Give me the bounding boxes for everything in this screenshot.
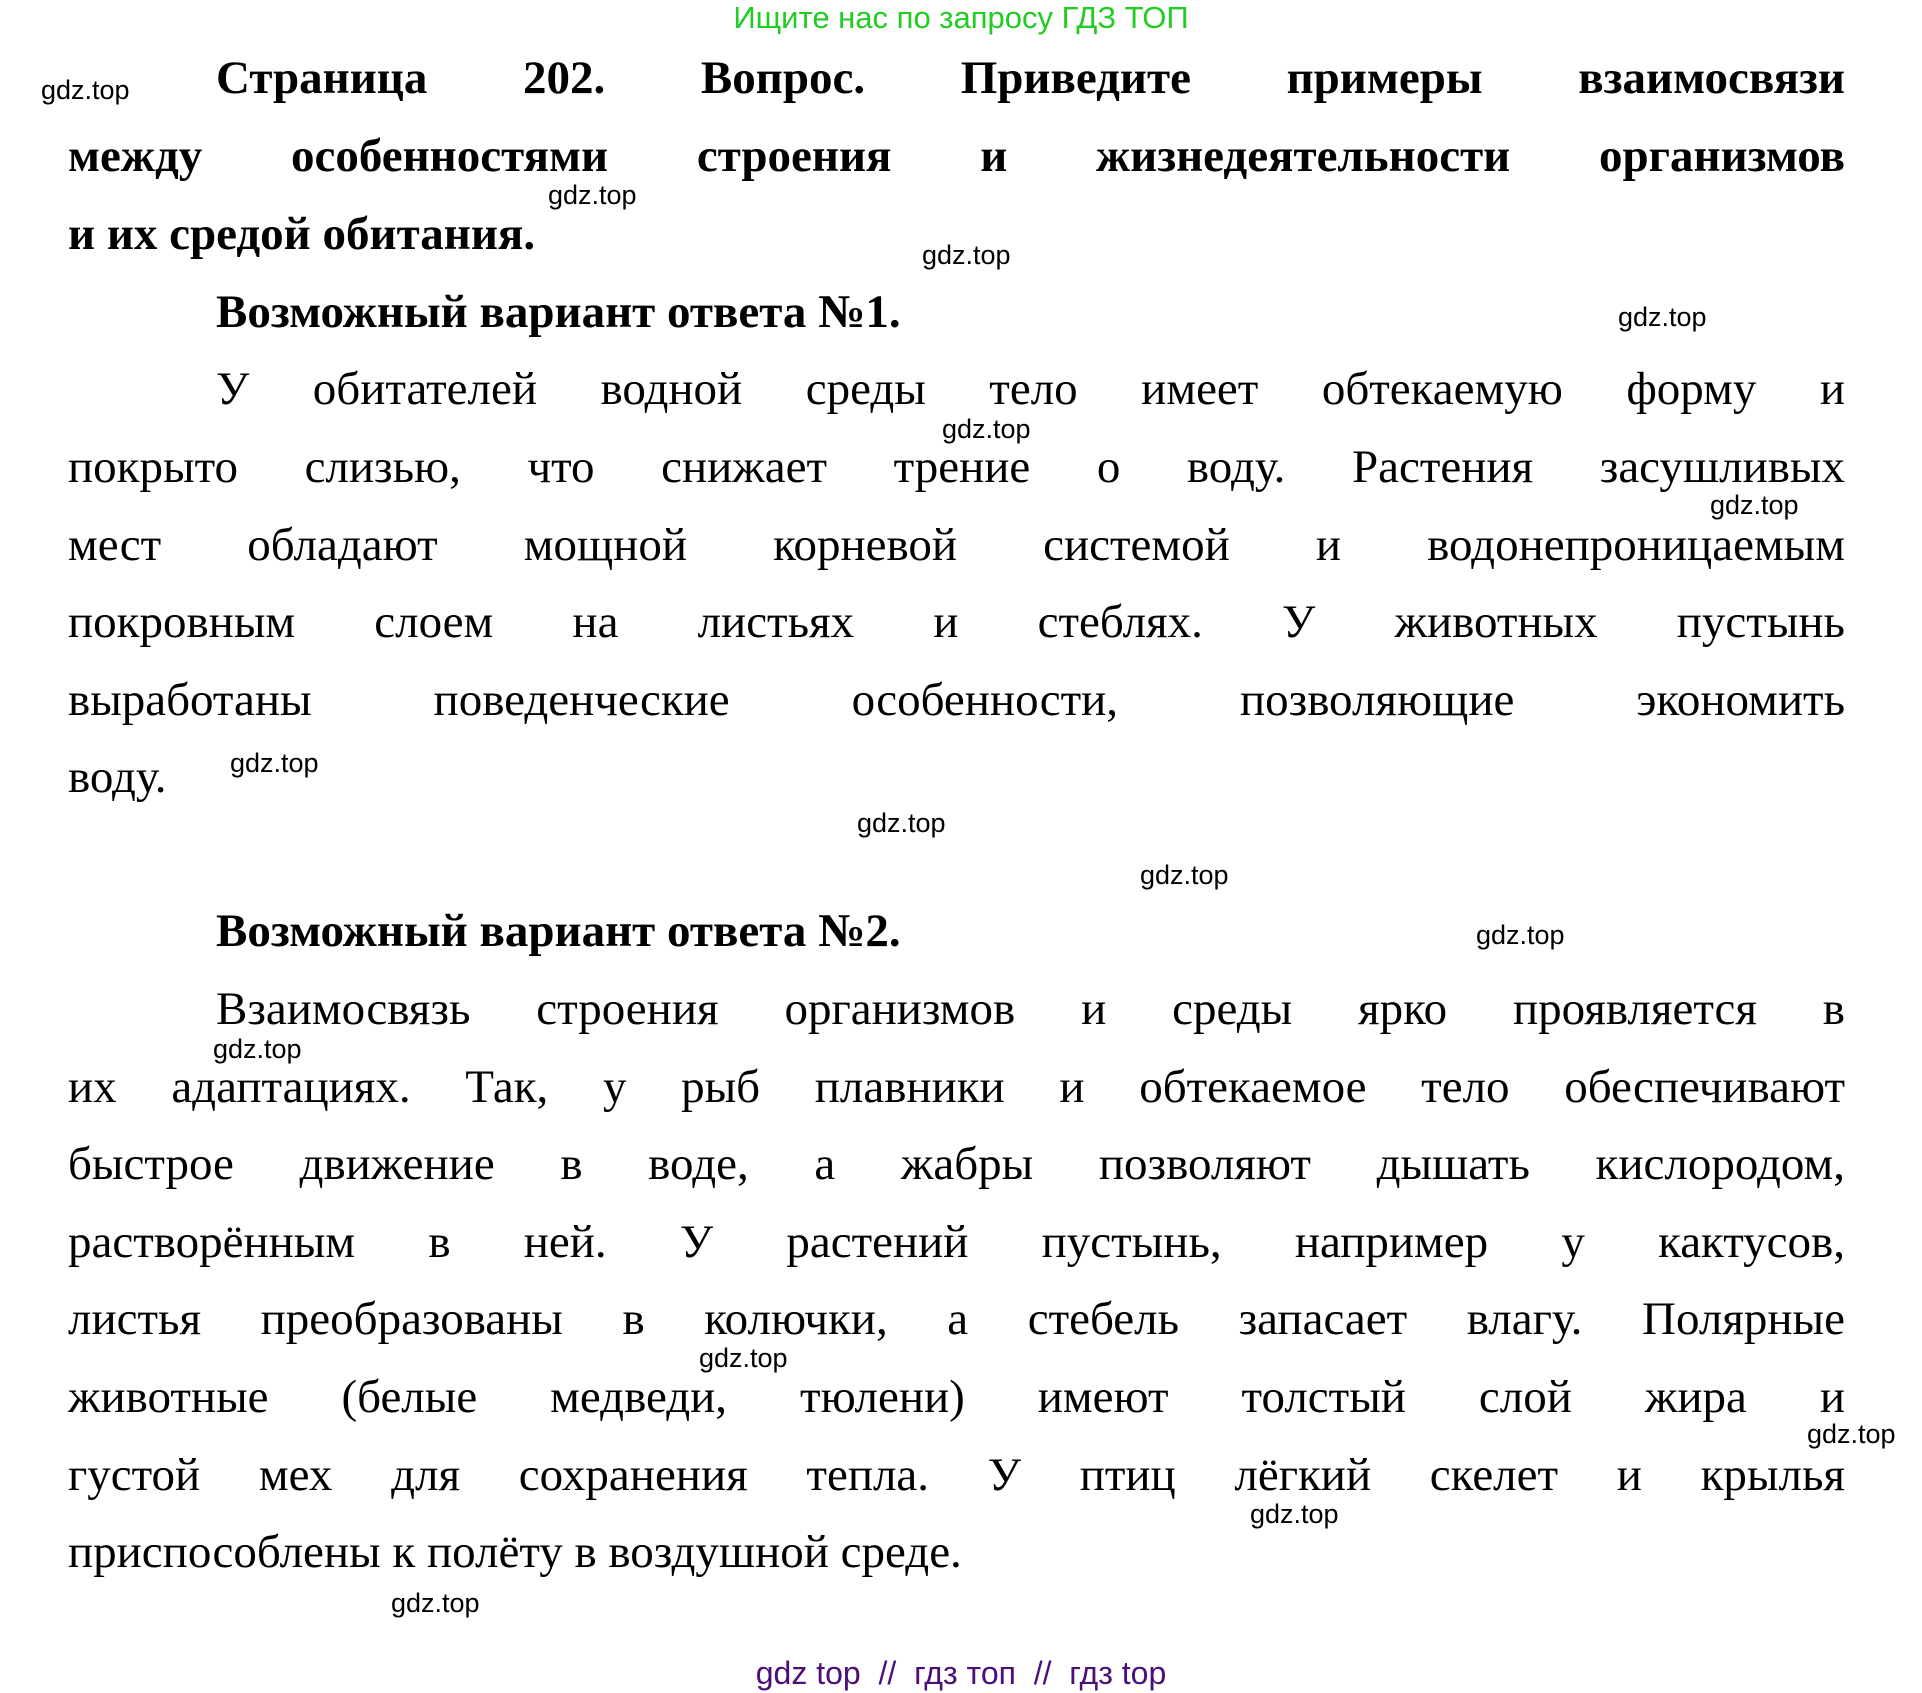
watermark: gdz.top [213, 1034, 302, 1064]
answer-1-line: покрыто слизью, что снижает трение о воду. Растения засушливых [68, 441, 1845, 493]
answer-2-line: приспособлены к полёту в воздушной среде. [68, 1526, 962, 1578]
watermark: gdz.top [1807, 1419, 1896, 1449]
watermark: gdz.top [1710, 490, 1799, 520]
watermark: gdz.top [1250, 1499, 1339, 1529]
answer-1-heading: Возможный вариант ответа №1. [216, 286, 901, 338]
watermark: gdz.top [41, 75, 130, 105]
watermark: gdz.top [699, 1343, 788, 1373]
watermark: gdz.top [548, 180, 637, 210]
answer-2-line: растворённым в ней. У растений пустынь, например у кактусов, [68, 1216, 1845, 1268]
watermark: gdz.top [230, 748, 319, 778]
answer-2-line: Взаимосвязь строения организмов и среды ярко проявляется в [216, 983, 1845, 1035]
title-line: между особенностями строения и жизнедеятельности организмов [68, 130, 1845, 182]
answer-1-line: воду. [68, 751, 167, 803]
answer-2-heading: Возможный вариант ответа №2. [216, 905, 901, 957]
watermark: gdz.top [1476, 920, 1565, 950]
watermark: gdz.top [391, 1588, 480, 1618]
answer-1-line: выработаны поведенческие особенности, позволяющие экономить [68, 674, 1845, 726]
title-line: Страница 202. Вопрос. Приведите примеры взаимосвязи [216, 52, 1845, 104]
watermark: gdz.top [1140, 860, 1229, 890]
answer-2-line: быстрое движение в воде, а жабры позволяют дышать кислородом, [68, 1138, 1845, 1190]
answer-1-line: мест обладают мощной корневой системой и водонепроницаемым [68, 519, 1845, 571]
answer-2-line: их адаптациях. Так, у рыб плавники и обтекаемое тело обеспечивают [68, 1061, 1845, 1113]
title-line: и их средой обитания. [68, 208, 536, 260]
search-banner: Ищите нас по запросу ГДЗ ТОП [733, 0, 1189, 35]
watermark: gdz.top [1618, 302, 1707, 332]
watermark: gdz.top [857, 808, 946, 838]
answer-2-line: листья преобразованы в колючки, а стебель запасает влагу. Полярные [68, 1293, 1845, 1345]
watermark: gdz.top [922, 240, 1011, 270]
answer-2-line: животные (белые медведи, тюлени) имеют толстый слой жира и [68, 1371, 1845, 1423]
footer-banner: gdz top // гдз топ // гдз top [755, 1655, 1167, 1691]
watermark: gdz.top [942, 414, 1031, 444]
answer-1-line: У обитателей водной среды тело имеет обтекаемую форму и [216, 363, 1845, 415]
answer-1-line: покровным слоем на листьях и стеблях. У животных пустынь [68, 596, 1845, 648]
answer-2-line: густой мех для сохранения тепла. У птиц лёгкий скелет и крылья [68, 1449, 1845, 1501]
